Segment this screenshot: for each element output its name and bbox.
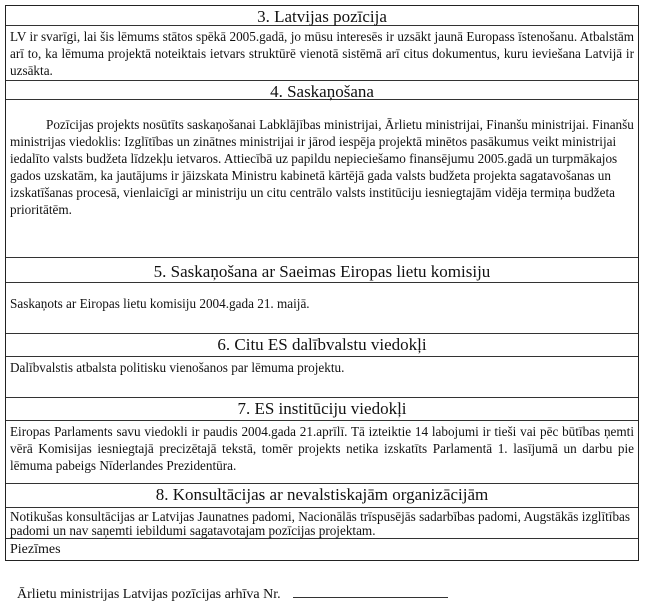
section-heading: 7. ES institūciju viedokļi (6, 398, 638, 421)
section-heading: 3. Latvijas pozīcija (6, 6, 638, 26)
archive-number-label: Ārlietu ministrijas Latvijas pozīcijas arhīva Nr. (17, 587, 281, 602)
section-heading: 4. Saskaņošana (6, 81, 638, 100)
section-heading: 5. Saskaņošana ar Saeimas Eiropas lietu komisiju (6, 258, 638, 283)
notes-row: Piezīmes (10, 542, 61, 557)
section-body-text: Pozīcijas projekts nosūtīts saskaņošanai Labklājības ministrijai, Ārlietu ministrijai, Finanšu ministrijai. Finanšu ministrijas viedoklis: Izglītības un zinātnes ministrijai ir jārod iespēja projektā minētos pasākumus veikt ministrijai iedalīto valsts budžeta līdzekļu ietvaros. Attiecībā uz papildu nepieciešamo finansējumu 2005.gadā un turpmākajos gados uzskatām, ka jautājums ir jāizskata Ministru kabinetā kārtējā gada valsts budžeta projekta sagatavošanas un izskatīšanas procesā, vienlaicīgi ar ministriju un citu centrālo valsts institūciju iesniegtajām vidēja termiņa budžeta prioritātēm. (10, 117, 634, 217)
section-heading: 6. Citu ES dalībvalstu viedokļi (6, 334, 638, 357)
section-body: Dalībvalstis atbalsta politisku vienošanos par lēmuma projektu. (6, 357, 638, 398)
section-heading: 8. Konsultācijas ar nevalstiskajām organizācijām (6, 484, 638, 508)
section-body: LV ir svarīgi, lai šis lēmums stātos spēkā 2005.gadā, jo mūsu interesēs ir uzsākt jaunā Europass īstenošanu. Atbalstām arī to, ka lēmuma projektā noteiktais ietvars struktūrē vienotā sistēmā arī citus dokumentus, kuru ieviešana Latvijā ir uzsākta. (6, 26, 638, 81)
position-table (5, 5, 639, 561)
section-body (6, 100, 638, 258)
section-body: Notikušas konsultācijas ar Latvijas Jaunatnes padomi, Nacionālās trīspusējās sadarbības padomi, Augstākās izglītības padomi un nav saņemti iebildumi sagatavotajam pozīcijas projektam. (6, 508, 638, 539)
section-body: Saskaņots ar Eiropas lietu komisiju 2004.gada 21. maijā. (6, 283, 638, 334)
section-body: Eiropas Parlaments savu viedokli ir paudis 2004.gada 21.aprīlī. Tā izteiktie 14 labojumi ir tieši vai pēc būtības ņemti vērā Komisijas iesniegtajā precizētajā tekstā, tomēr projekts netika izskatīts Parlamentā 1. lasījumā un darbu pie lēmuma pabeigs Nīderlandes Prezidentūra. (6, 421, 638, 484)
archive-number-blank[interactable] (293, 585, 448, 598)
archive-number-line (17, 585, 448, 603)
